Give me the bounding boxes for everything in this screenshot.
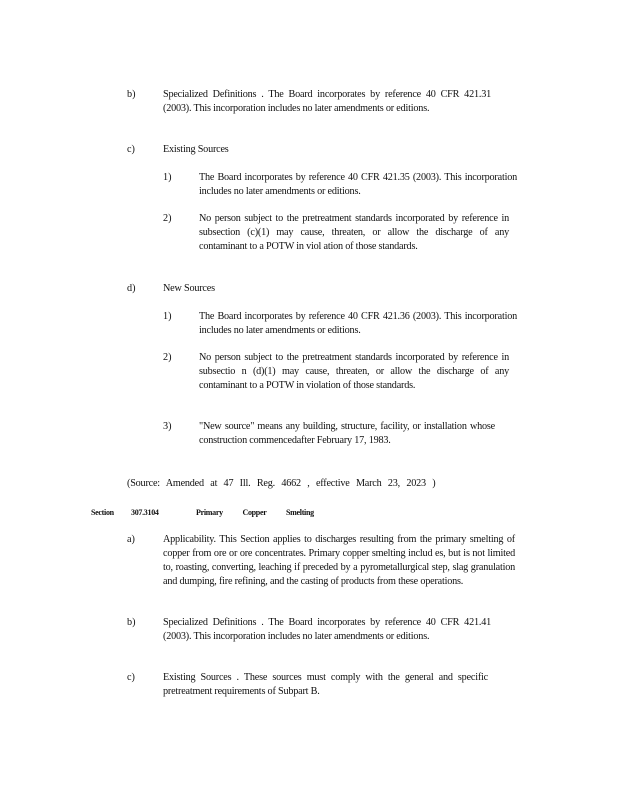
subsection-d-item-1-label: 1) [163, 311, 172, 322]
section-subsection-b-label: b) [127, 617, 136, 628]
source-note: (Source: Amended at 47 Ill. Reg. 4662 , effective March 23, 2023 ) [127, 478, 436, 489]
subsection-d-item-3-label: 3) [163, 421, 172, 432]
subsection-d-item-2-label: 2) [163, 352, 172, 363]
section-subsection-a-text: Applicability. This Section applies to discharges resulting from the primary smelting of copper from ore or ore concentrates. Primary copper smelting includ es, but is not limited to, roasting, converting, leaching if preceded by a pyrometallurgical step, slag granulation and dumping, fire refining, and the casting of products from these operations. [163, 534, 515, 587]
subsection-d-item-3-text: "New source" means any building, structure, facility, or installation whose construction commencedafter February 17, 1983. [199, 421, 495, 446]
subsection-c-item-2-text: No person subject to the pretreatment standards incorporated by reference in subsection (c)(1) may cause, threaten, or allow the discharge of any contaminant to a POTW in viol ation of those standards. [199, 213, 509, 252]
section-word: Section [91, 508, 114, 517]
subsection-c-label: c) [127, 144, 135, 155]
section-number: 307.3104 [131, 508, 159, 517]
subsection-c-item-2-label: 2) [163, 213, 172, 224]
subsection-c-item-1-label: 1) [163, 172, 172, 183]
section-title: Primary Copper Smelting [196, 508, 314, 517]
section-subsection-c-label: c) [127, 672, 135, 683]
section-subsection-b-text: Specialized Definitions . The Board incorporates by reference 40 CFR 421.41 (2003). This incorporation includes no later amendments or editions. [163, 617, 491, 642]
subsection-d-heading: New Sources [163, 283, 215, 294]
subsection-d-item-2-text: No person subject to the pretreatment standards incorporated by reference in subsectio n (d)(1) may cause, threaten, or allow the discharge of any contaminant to a POTW in violation of those standards. [199, 352, 509, 391]
subsection-d-item-1-text: The Board incorporates by reference 40 CFR 421.36 (2003). This incorporation includes no later amendments or editions. [199, 311, 517, 336]
subsection-b-text: Specialized Definitions . The Board incorporates by reference 40 CFR 421.31 (2003). This incorporation includes no later amendments or editions. [163, 89, 491, 114]
subsection-c-item-1-text: The Board incorporates by reference 40 CFR 421.35 (2003). This incorporation includes no later amendments or editions. [199, 172, 517, 197]
subsection-d-label: d) [127, 283, 136, 294]
subsection-c-heading: Existing Sources [163, 144, 229, 155]
section-subsection-a-label: a) [127, 534, 135, 545]
section-subsection-c-text: Existing Sources . These sources must comply with the general and specific pretreatment requirements of Subpart B. [163, 672, 488, 697]
subsection-b-label: b) [127, 89, 136, 100]
